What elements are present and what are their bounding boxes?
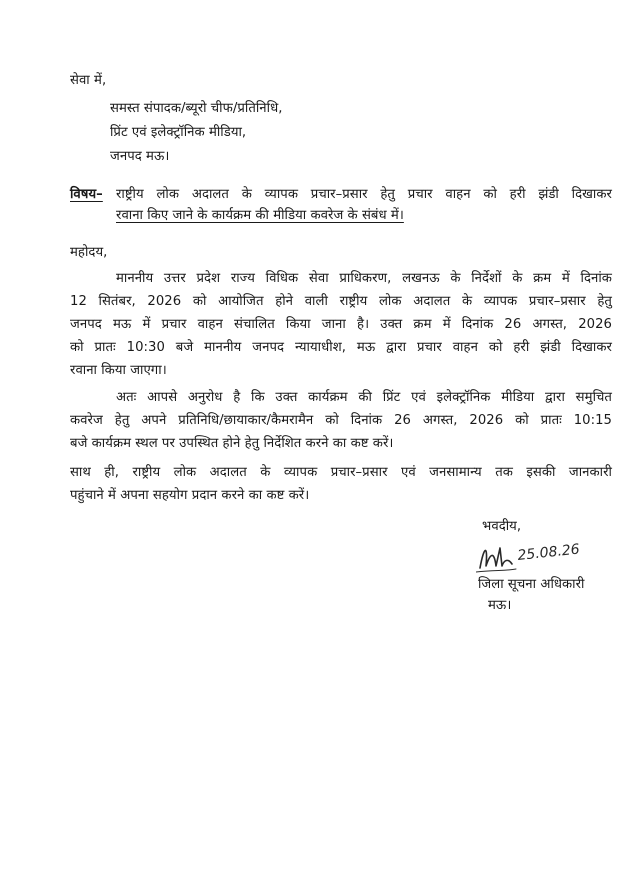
closing: भवदीय, — [482, 519, 522, 534]
signature-date: 25.08.26 — [516, 541, 581, 564]
recipient-line-2: प्रिंट एवं इलेक्ट्रॉनिक मीडिया, — [110, 125, 247, 140]
para1-line-3: जनपद मऊ में प्रचार वाहन संचालित किया जाना है। उक्त क्रम में दिनांक 26 अगस्त, 2026 — [70, 317, 612, 332]
recipient-line-1: समस्त संपादक/ब्यूरो चीफ/प्रतिनिधि, — [110, 101, 283, 116]
para3-line-1: साथ ही, राष्ट्रीय लोक अदालत के व्यापक प्रचार–प्रसार एवं जनसामान्य तक इसकी जानकारी — [70, 465, 612, 480]
signatory-title: जिला सूचना अधिकारी — [478, 577, 585, 592]
para2-line-2: कवरेज हेतु अपने प्रतिनिधि/छायाकार/कैमरामैन को दिनांक 26 अगस्त, 2026 को प्रातः 10:15 — [70, 413, 612, 428]
subject-line-2: रवाना किए जाने के कार्यक्रम की मीडिया कवरेज के संबंध में। — [116, 208, 404, 223]
signatory-place: मऊ। — [488, 598, 512, 613]
subject-label: विषय– — [70, 187, 103, 202]
para2-line-3: बजे कार्यक्रम स्थल पर उपस्थित होने हेतु निर्देशित करने का कष्ट करें। — [70, 436, 394, 451]
salutation-to: सेवा में, — [70, 73, 107, 88]
para3-line-2: पहुंचाने में अपना सहयोग प्रदान करने का कष्ट करें। — [70, 488, 310, 503]
handwritten-signature — [476, 536, 586, 576]
para1-line-1: माननीय उत्तर प्रदेश राज्य विधिक सेवा प्राधिकरण, लखनऊ के निर्देशों के क्रम में दिनांक — [116, 271, 612, 286]
subject-line-1: राष्ट्रीय लोक अदालत के व्यापक प्रचार–प्रसार हेतु प्रचार वाहन को हरी झंडी दिखाकर — [116, 187, 612, 202]
para2-line-1: अतः आपसे अनुरोध है कि उक्त कार्यक्रम की प्रिंट एवं इलेक्ट्रॉनिक मीडिया द्वारा समुचित — [116, 390, 612, 405]
recipient-line-3: जनपद मऊ। — [110, 149, 170, 164]
para1-line-4: को प्रातः 10:30 बजे माननीय जनपद न्यायाधीश, मऊ द्वारा प्रचार वाहन को हरी झंडी दिखाकर — [70, 340, 612, 355]
greeting: महोदय, — [70, 245, 108, 260]
para1-line-5: रवाना किया जाएगा। — [70, 363, 167, 378]
para1-line-2: 12 सितंबर, 2026 को आयोजित होने वाली राष्ट्रीय लोक अदालत के व्यापक प्रचार–प्रसार हेतु — [70, 294, 612, 309]
